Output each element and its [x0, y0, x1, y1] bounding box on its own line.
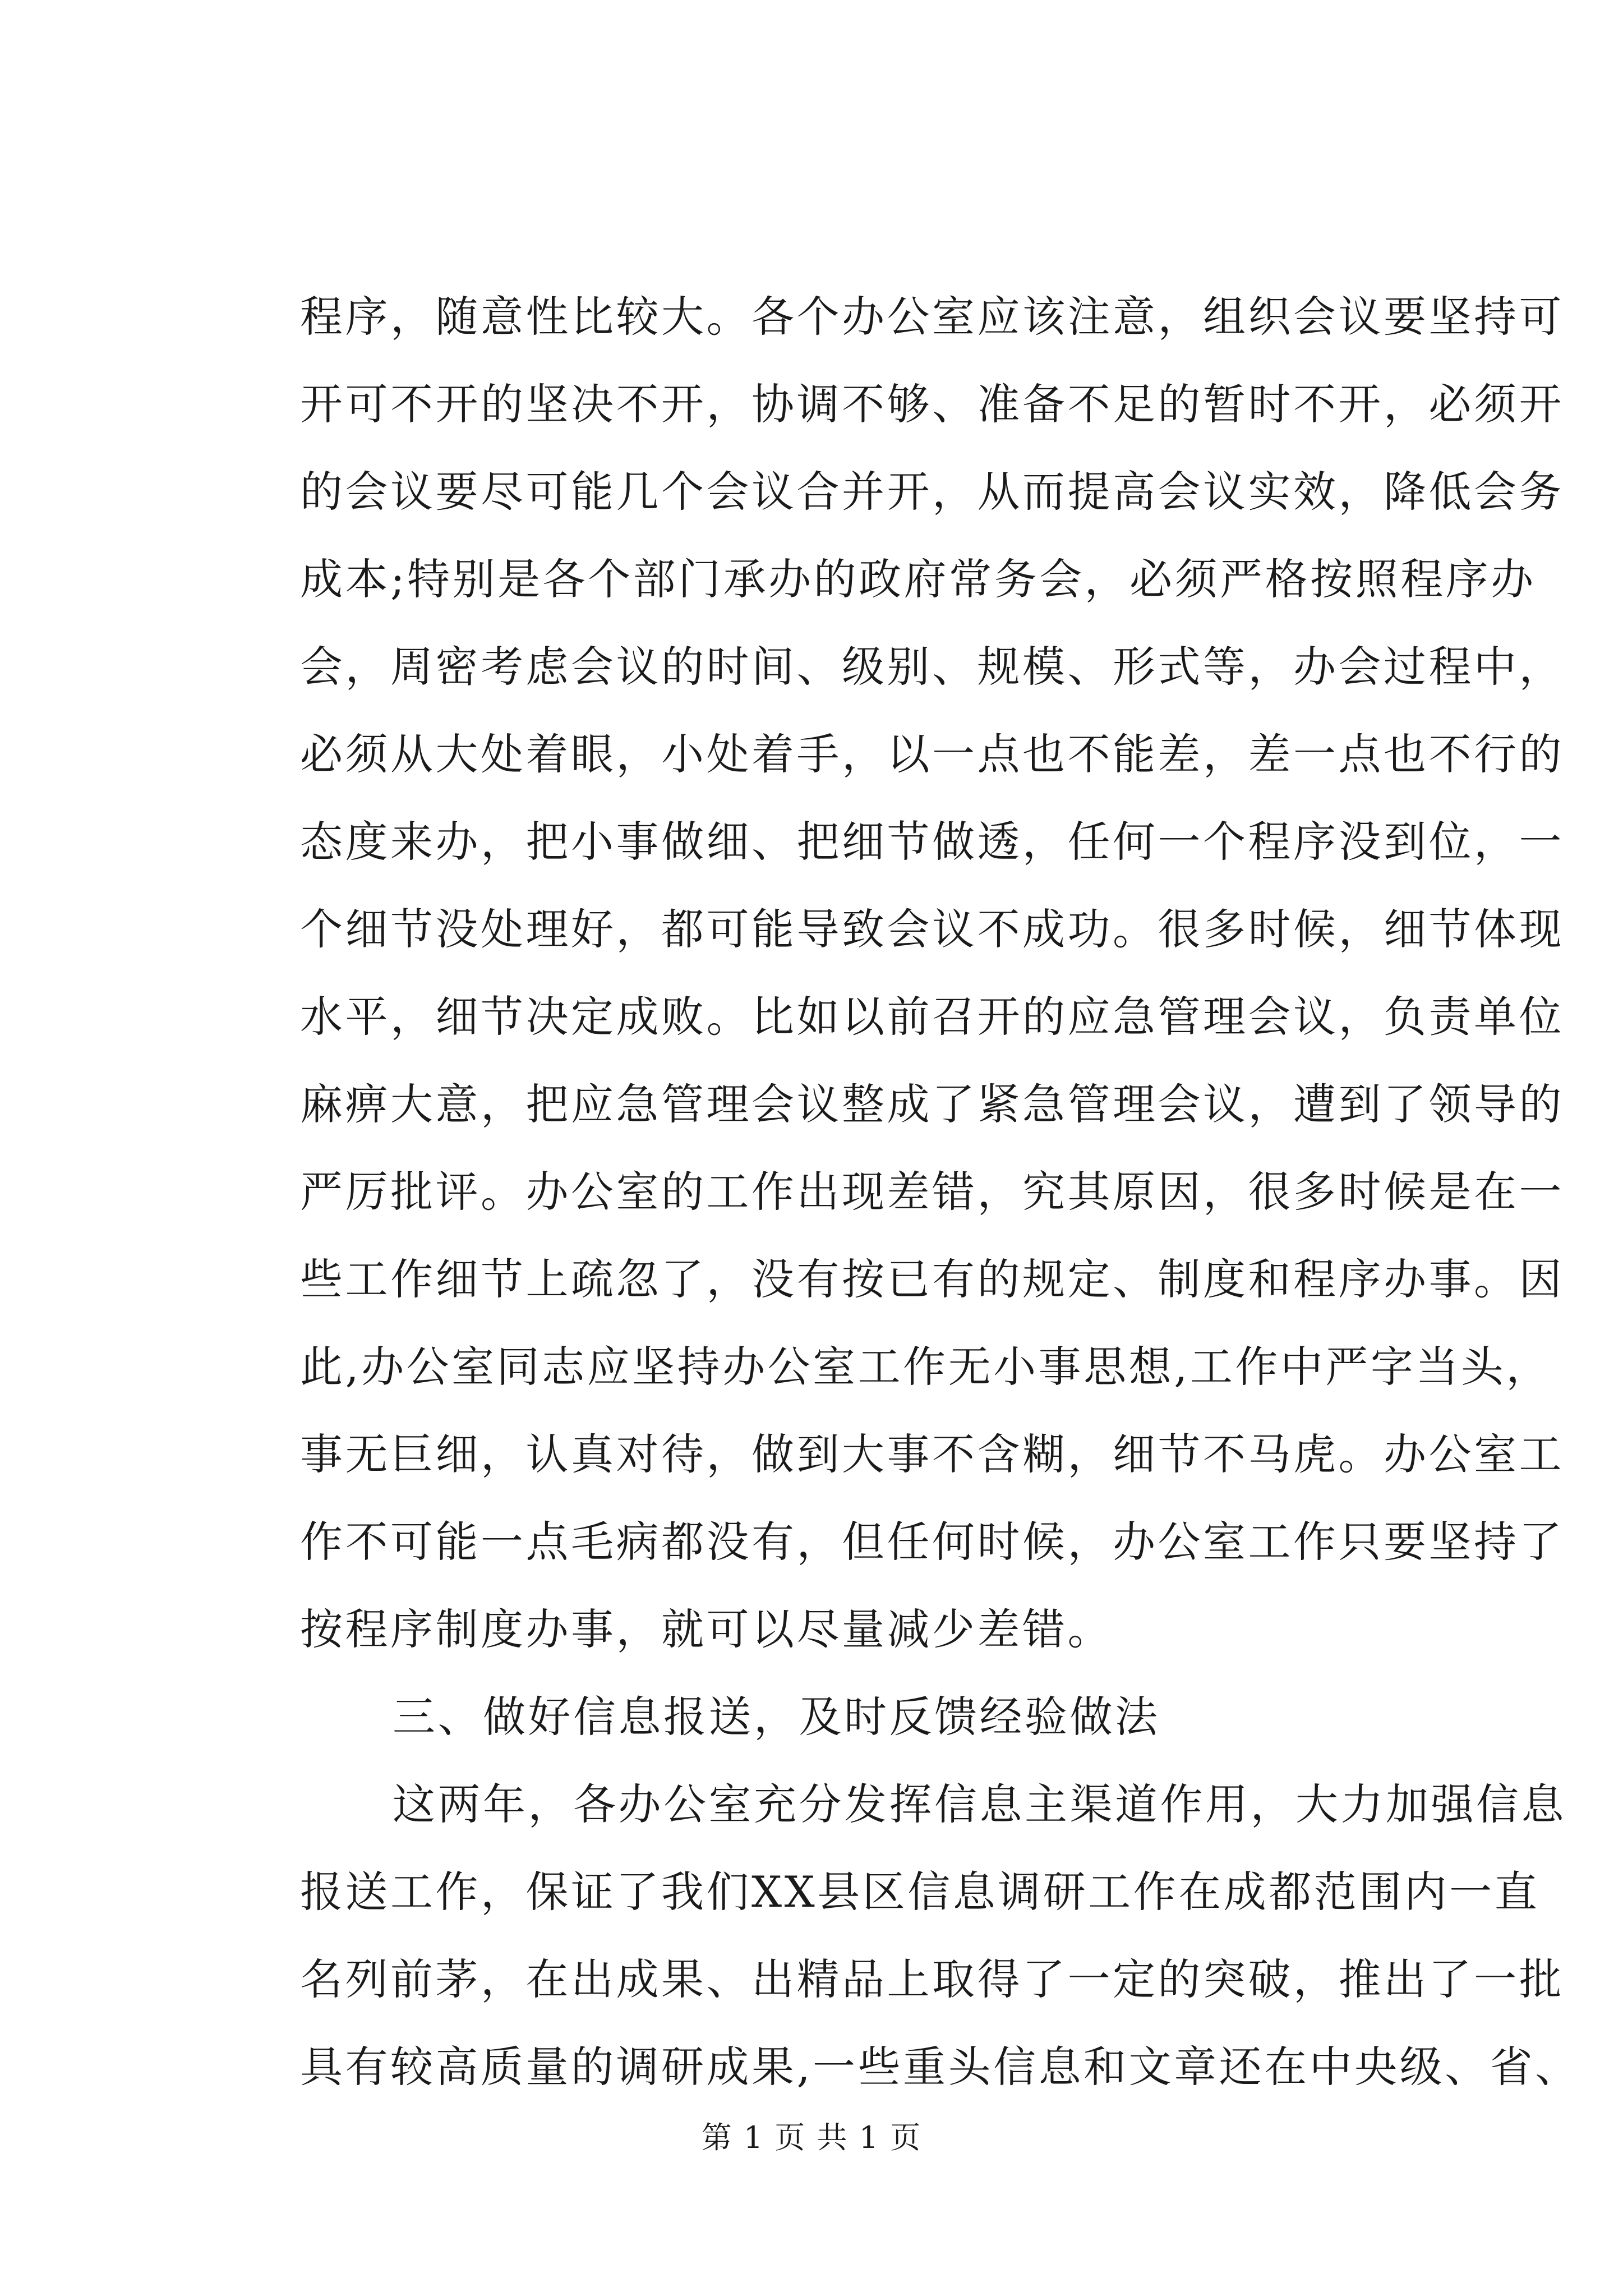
text-line: 些工作细节上疏忽了，没有按已有的规定、制度和程序办事。因 [300, 1254, 1564, 1304]
page-number-label: 第 1 页 共 1 页 [701, 2120, 922, 2155]
text-line: 这两年，各办公室充分发挥信息主渠道作用，大力加强信息 [393, 1779, 1566, 1829]
text-line: 程序，随意性比较大。各个办公室应该注意，组织会议要坚持可 [300, 292, 1564, 342]
text-line: 成本;特别是各个部门承办的政府常务会，必须严格按照程序办 [300, 554, 1536, 604]
text-line: 报送工作，保证了我们XX县区信息调研工作在成都范围内一直 [300, 1867, 1540, 1917]
text-line: 作不可能一点毛病都没有，但任何时候，办公室工作只要坚持了 [300, 1517, 1564, 1567]
text-line: 具有较高质量的调研成果,一些重头信息和文章还在中央级、省、 [300, 2042, 1580, 2092]
text-line: 此,办公室同志应坚持办公室工作无小事思想,工作中严字当头， [300, 1342, 1551, 1392]
text-line: 会，周密考虑会议的时间、级别、规模、形式等，办会过程中， [300, 642, 1564, 692]
text-line: 必须从大处着眼，小处着手，以一点也不能差，差一点也不行的 [300, 729, 1564, 779]
text-line: 麻痹大意，把应急管理会议整成了紧急管理会议，遭到了领导的 [300, 1079, 1564, 1129]
text-line: 水平，细节决定成败。比如以前召开的应急管理会议，负责单位 [300, 992, 1564, 1042]
text-line: 按程序制度办事，就可以尽量减少差错。 [300, 1604, 1113, 1654]
text-line: 开可不开的坚决不开，协调不够、准备不足的暂时不开，必须开 [300, 379, 1564, 429]
text-line: 个细节没处理好，都可能导致会议不成功。很多时候，细节体现 [300, 904, 1564, 954]
page-footer [0, 2114, 1623, 2157]
text-line: 态度来办，把小事做细、把细节做透，任何一个程序没到位，一 [300, 817, 1564, 867]
text-line: 的会议要尽可能几个会议合并开，从而提高会议实效，降低会务 [300, 467, 1564, 517]
document-body [300, 273, 1580, 2111]
section-heading: 三、做好信息报送，及时反馈经验做法 [393, 1692, 1160, 1742]
text-line: 事无巨细，认真对待，做到大事不含糊，细节不马虎。办公室工 [300, 1429, 1564, 1479]
text-line: 严厉批评。办公室的工作出现差错，究其原因，很多时候是在一 [300, 1167, 1564, 1217]
text-line: 名列前茅，在出成果、出精品上取得了一定的突破，推出了一批 [300, 1954, 1564, 2004]
